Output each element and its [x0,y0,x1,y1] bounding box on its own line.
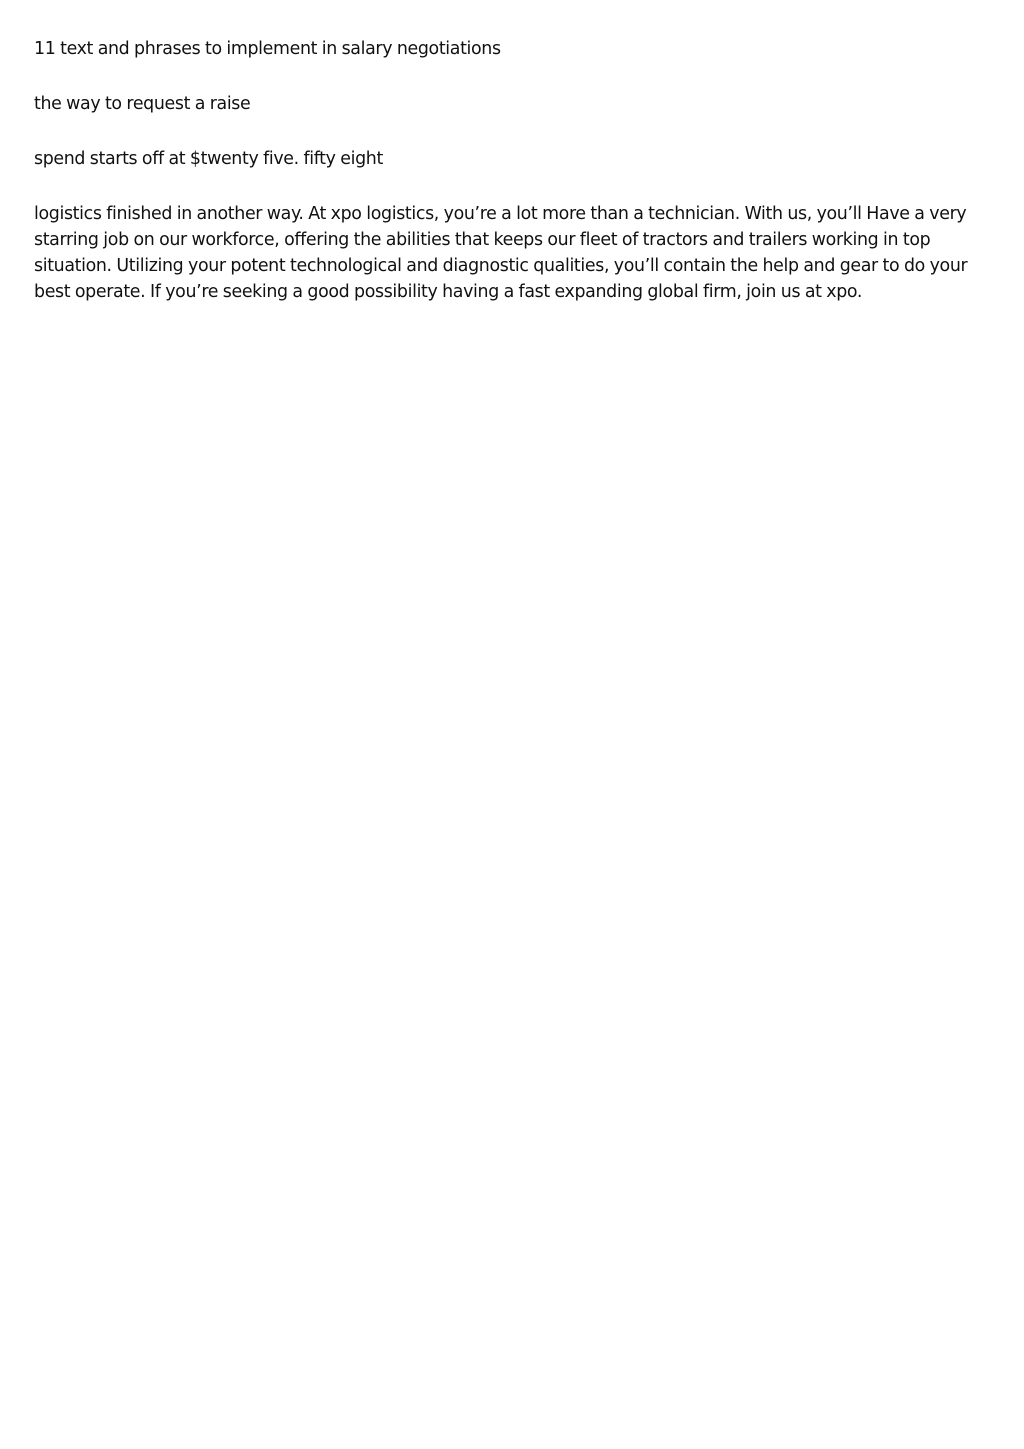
paragraph-body: logistics finished in another way. At xpo logistics, you’re a lot more than a technician. With us, you’ll Have a very starring job on our workforce, offering the abilities that keeps our fleet of tractors and trailers working in top situation. Utilizing your potent technological and diagnostic qualities, you’ll contain the help and gear to do your best operate. If you’re seeking a good possibility having a fast expanding global firm, join us at xpo. [34,204,968,302]
document-page [34,36,984,334]
paragraph-pay: spend starts off at $twenty five. fifty eight [34,149,383,169]
paragraph-subheading: the way to request a raise [34,94,251,114]
paragraph-heading: 11 text and phrases to implement in salary negotiations [34,39,501,59]
